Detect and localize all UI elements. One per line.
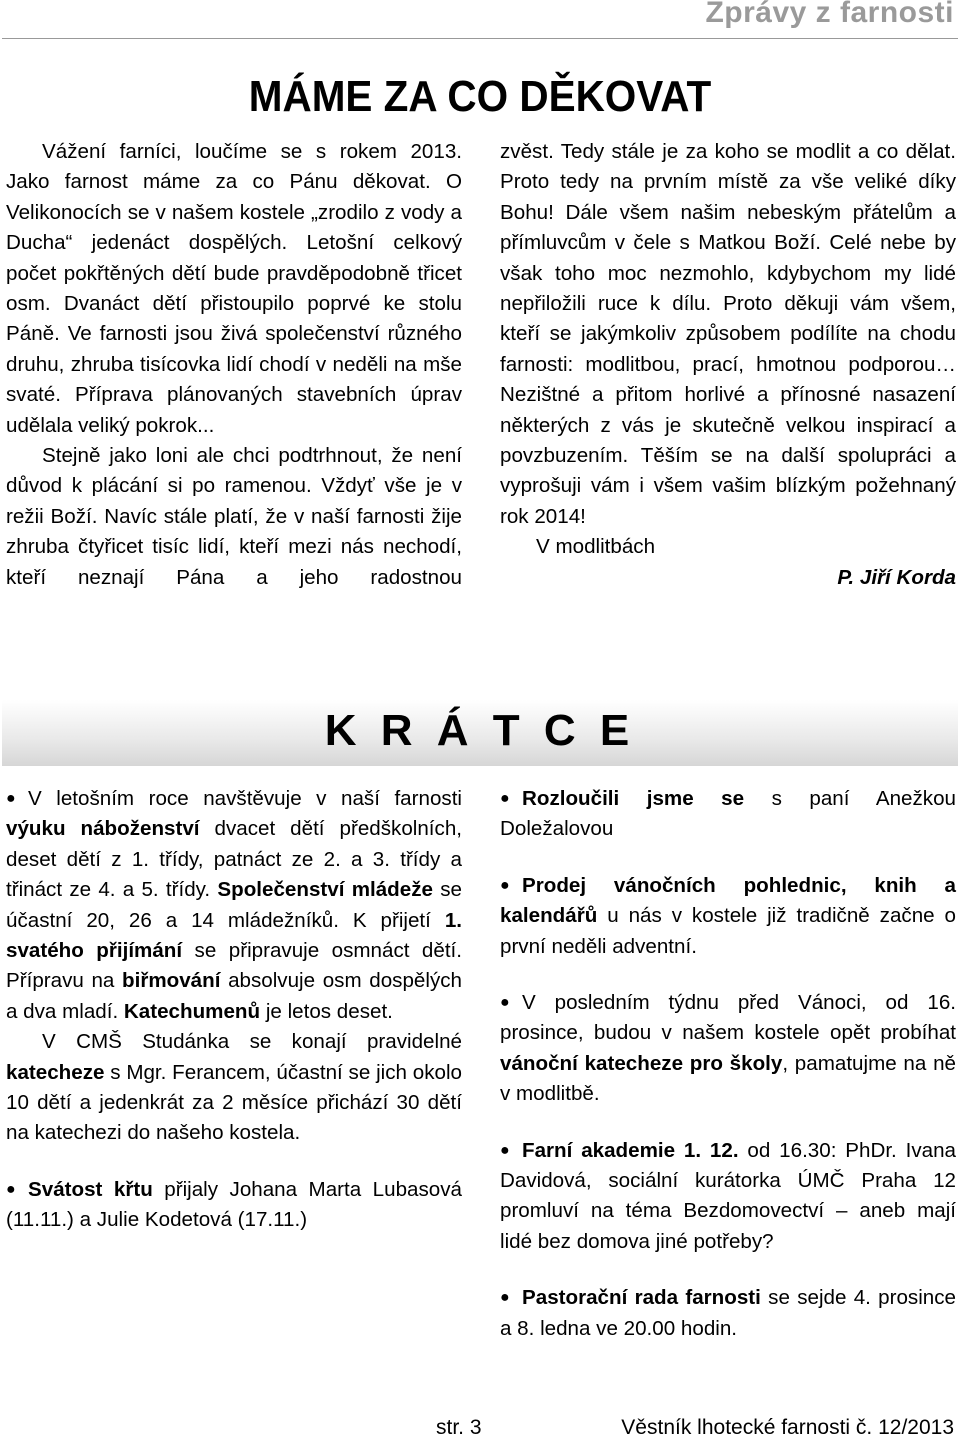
news-item-pastoral-council: ● Pastorační rada farnosti se sejde 4. prosince a 8. ledna ve 20.00 hodin. <box>500 1283 956 1344</box>
article-title: MÁME ZA CO DĚKOVAT <box>248 72 712 121</box>
news-column-left <box>6 784 462 1262</box>
bullet-icon: ● <box>500 994 510 1012</box>
letter-paragraph-2b: zvěst. Tedy stále je za koho se modlit a co dělat. Proto tedy na prvním místě za vše veliké díky Bohu! Dále všem našim nebeským přátelům a přímluvcům v čele s Matkou Boží. Celé nebe by však toho moc nezmohlo, kdybychom my lidé nepřiložili ruce k dílu. Proto děkuji vám všem, kteří se jakýmkoliv způsobem podílíte na chodu farnosti: modlitbou, prací, hmotnou podporou… Nezištné a přitom horlivé a přínosné nasazení některých z vás je skutečně velkou inspirací a povzbuzením. Těším se na další spolupráci a vyprošuji vám i všem vašim blízkým požehnaný rok 2014! <box>500 140 956 528</box>
news-title: K R Á T C E <box>324 706 636 755</box>
news-item-farewell: ● Rozloučili jsme se s paní Anežkou Doležalovou <box>500 784 956 845</box>
header-rule <box>2 38 958 39</box>
footer-page-number: str. 3 <box>436 1416 482 1439</box>
news-item-sale: ● Prodej vánočních pohlednic, knih a kalendářů u nás v kostele již tradičně začne o první neděli adventní. <box>500 871 956 962</box>
news-item-education: ● V letošním roce navštěvuje v naší farnosti výuku náboženství dvacet dětí předškolních, deset dětí z 1. třídy, patnáct ze 2. a 3. třídy a třináct ze 4. a 5. třídy. Společenství mládeže se účastní 20, 26 a 14 mládežníků. K přijetí 1. svatého přijímání se připravuje osmnáct dětí. Přípravu na biřmování absolvuje osm dospělých a dva mladí. Katechumenů je letos deset. <box>6 784 462 1027</box>
letter-paragraph-2a: Stejně jako loni ale chci podtrhnout, že není důvod k plácání si po ramenou. Vždyť vše je v režii Boží. Navíc stále platí, že v naší farnosti žije zhruba čtyřicet tisíc lidí, kteří mezi nás nechodí, kteří neznají Pána a jeho radostnou <box>6 444 462 589</box>
bullet-icon: ● <box>500 1289 510 1307</box>
bullet-icon: ● <box>500 790 510 807</box>
news-item-academy: ● Farní akademie 1. 12. od 16.30: PhDr. Ivana Davidová, sociální kurátorka ÚMČ Praha 12 promluví na téma Bezdomovectví – aneb mají lidé bez domova jiné potřeby? <box>500 1136 956 1258</box>
bullet-icon: ● <box>6 1180 16 1198</box>
letter-paragraph-1: Vážení farníci, loučíme se s rokem 2013. Jako farnost máme za co Pánu děkovat. O Velikonocích se v našem kostele „zrodilo z vody a Ducha“ jedenáct dospělých. Letošní celkový počet pokřtěných dětí bude pravděpodobně třicet osm. Dvanáct dětí přistoupilo poprvé ke stolu Páně. Ve farnosti jsou živá společenství různého druhu, zhruba tisícovka lidí chodí v neděli na mše svaté. Příprava plánovaných stavebních úprav udělala veliký pokrok... <box>6 140 462 437</box>
news-item-baptism: ● Svátost křtu přijaly Johana Marta Lubasová (11.11.) a Julie Kodetová (17.11.) <box>6 1175 462 1236</box>
footer-issue: Věstník lhotecké farnosti č. 12/2013 <box>621 1416 954 1439</box>
section-header: Zprávy z farnosti <box>705 0 954 29</box>
news-item-christmas-catechesis: ● V posledním týdnu před Vánoci, od 16. prosince, budou v našem kostele opět probíhat vánoční katecheze pro školy, pamatujme na ně v modlitbě. <box>500 988 956 1110</box>
letter-column-right <box>500 137 956 593</box>
letter-signature: P. Jiří Korda <box>837 565 956 589</box>
letter-closing: V modlitbách <box>536 535 656 559</box>
news-item-catechesis: V CMŠ Studánka se konají pravidelné katecheze s Mgr. Ferancem, účastní se jich okolo 10 dětí a jedenkrát za 2 měsíce přichází 30 dětí na katechezi do našeho kostela. <box>6 1030 462 1145</box>
bullet-icon: ● <box>500 1141 510 1159</box>
letter-column-left <box>6 137 462 593</box>
bullet-icon: ● <box>6 790 16 807</box>
bullet-icon: ● <box>500 876 510 894</box>
news-column-right <box>500 784 956 1370</box>
